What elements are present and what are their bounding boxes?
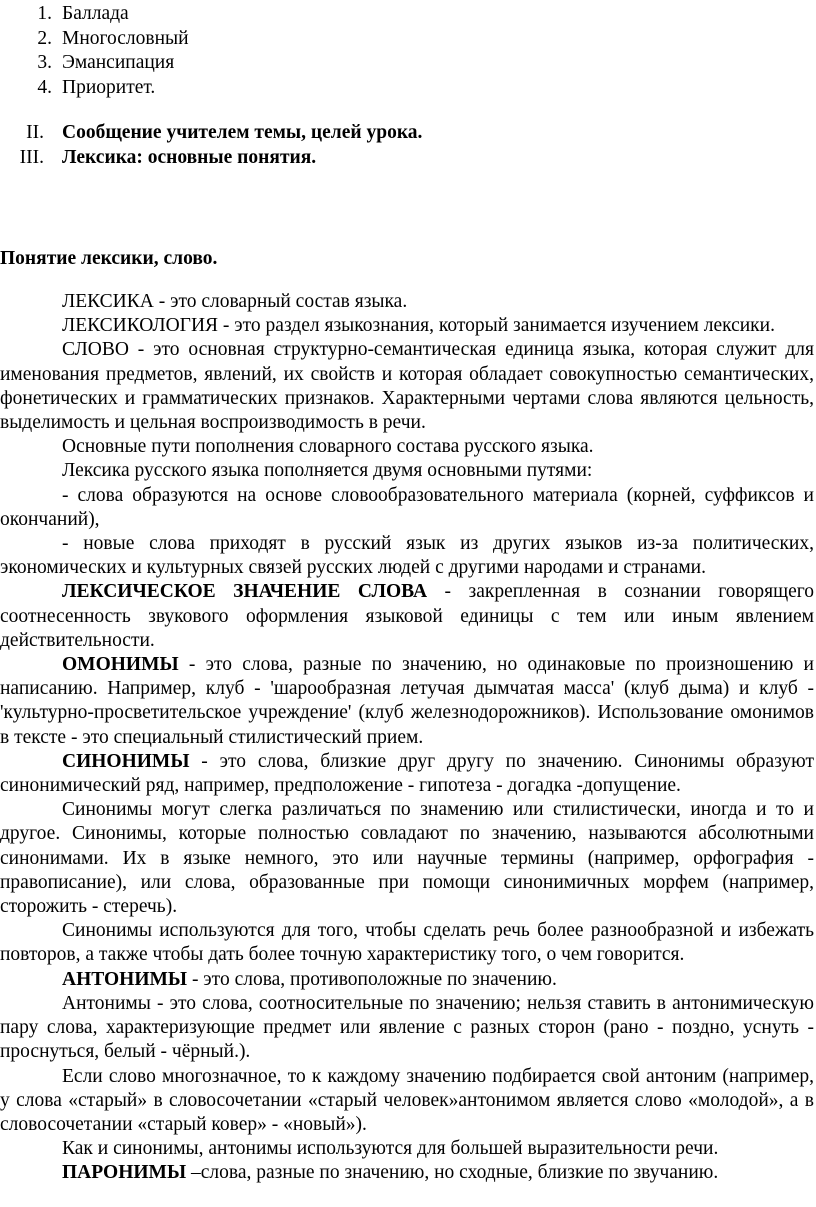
paragraph-antonyms-usage: Как и синонимы, антонимы используются для большей выразительности речи. bbox=[62, 1138, 719, 1160]
roman-number: II. bbox=[26, 122, 44, 143]
term-synonyms: СИНОНИМЫ bbox=[62, 750, 190, 772]
paragraph-synonyms bbox=[0, 750, 814, 798]
document-body bbox=[0, 290, 814, 1186]
paragraph-antonyms-polysemy: Если слово многозначное, то к каждому значению подбирается свой антоним (например, у слова «старый» в словосочетании «старый человек»антонимом является слово «молодой», а в словосочетании «старый ковер» - «новый»). bbox=[0, 1065, 814, 1135]
definition-antonyms: - это слова, противоположные по значению. bbox=[187, 968, 557, 990]
section-title: Понятие лексики, слово. bbox=[0, 248, 218, 269]
term-paronyms: ПАРОНИМЫ bbox=[62, 1162, 187, 1184]
definition-homonyms: - это слова, разные по значению, но одинаковые по произношению и написанию. Например, клуб - 'шарообразная летучая дымчатая масса' (клуб дыма) и клуб - 'культурно-просветительское учреждение' (клуб железнодорожников). Использование омонимов в тексте - это специальный стилистический прием. bbox=[0, 654, 814, 748]
paragraph-lexica: ЛЕКСИКА - это словарный состав языка. bbox=[62, 291, 408, 312]
definition-synonyms: - это слова, близкие друг другу по значению. Синонимы образуют синонимический ряд, например, предположение - гипотеза - догадка -допущение. bbox=[0, 750, 814, 797]
paragraph-synonyms-details: Синонимы могут слегка различаться по знамению или стилистически, иногда и то и другое. Синонимы, которые полностью совладают по значению, называются абсолютными синонимами. Их в языке немного, это или научные термины (например, орфография - правописание), или слова, образованные при помощи синонимичных морфем (например, сторожить - стеречь). bbox=[0, 799, 814, 918]
paragraph-antonyms bbox=[0, 968, 814, 992]
list-number: 1. bbox=[37, 3, 52, 24]
paragraph-antonyms-details: Антонимы - это слова, соотносительные по значению; нельзя ставить в антонимическую пару слова, характеризующие предмет или явление с разных сторон (рано - поздно, уснуть - проснуться, белый - чёрный.). bbox=[0, 992, 814, 1063]
definition-lexical-meaning: - закрепленная в сознании говорящего соотнесенность звукового оформления языковой единицы с тем или иным явлением действительности. bbox=[0, 581, 815, 651]
term-antonyms: АНТОНИМЫ bbox=[62, 968, 188, 990]
list-number: 4. bbox=[37, 76, 52, 98]
list-text: Эмансипация bbox=[62, 52, 175, 73]
paragraph-word: СЛОВО - это основная структурно-семантическая единица языка, которая служит для именования предметов, явлений, их свойств и которая обладает совокупностью семантических, фонетических и грамматических признаков. Характерными чертами слова являются цельность, выделимость и цельная воспроизводимость в речи. bbox=[0, 339, 814, 434]
paragraph-ways-intro: Лексика русского языка пополняется двумя основными путями: bbox=[62, 460, 593, 482]
roman-text: Сообщение учителем темы, целей урока. bbox=[62, 122, 423, 143]
roman-text: Лексика: основные понятия. bbox=[62, 147, 317, 168]
term-lexical-meaning: ЛЕКСИЧЕСКОЕ ЗНАЧЕНИЕ СЛОВА bbox=[62, 581, 428, 603]
list-number: 2. bbox=[37, 27, 52, 49]
term-homonyms: ОМОНИМЫ bbox=[62, 654, 179, 676]
roman-number: III. bbox=[19, 147, 44, 168]
paragraph-way-1: - слова образуются на основе словообразовательного материала (корней, суффиксов и окончаний), bbox=[0, 484, 814, 530]
list-text: Многословный bbox=[62, 27, 189, 49]
paragraph-lexicology: ЛЕКСИКОЛОГИЯ - это раздел языкознания, который занимается изучением лексики. bbox=[62, 315, 775, 337]
list-text: Баллада bbox=[62, 3, 129, 24]
paragraph-homonyms bbox=[0, 653, 814, 750]
paragraph-synonyms-usage: Синонимы используются для того, чтобы сделать речь более разнообразной и избежать повторов, а также чтобы дать более точную характеристику того, о чем говорится. bbox=[0, 920, 814, 966]
paragraph-paronyms bbox=[0, 1161, 814, 1185]
paragraph-ways-heading: Основные пути пополнения словарного состава русского языка. bbox=[62, 436, 594, 458]
paragraph-lexical-meaning bbox=[0, 580, 814, 653]
definition-paronyms: –слова, разные по значению, но сходные, близкие по звучанию. bbox=[186, 1162, 719, 1184]
paragraph-way-2: - новые слова приходят в русский язык из других языков из-за политических, экономических и культурных связей русских людей с другими народами и странами. bbox=[0, 533, 814, 579]
list-text: Приоритет. bbox=[62, 76, 156, 98]
list-number: 3. bbox=[37, 52, 52, 73]
